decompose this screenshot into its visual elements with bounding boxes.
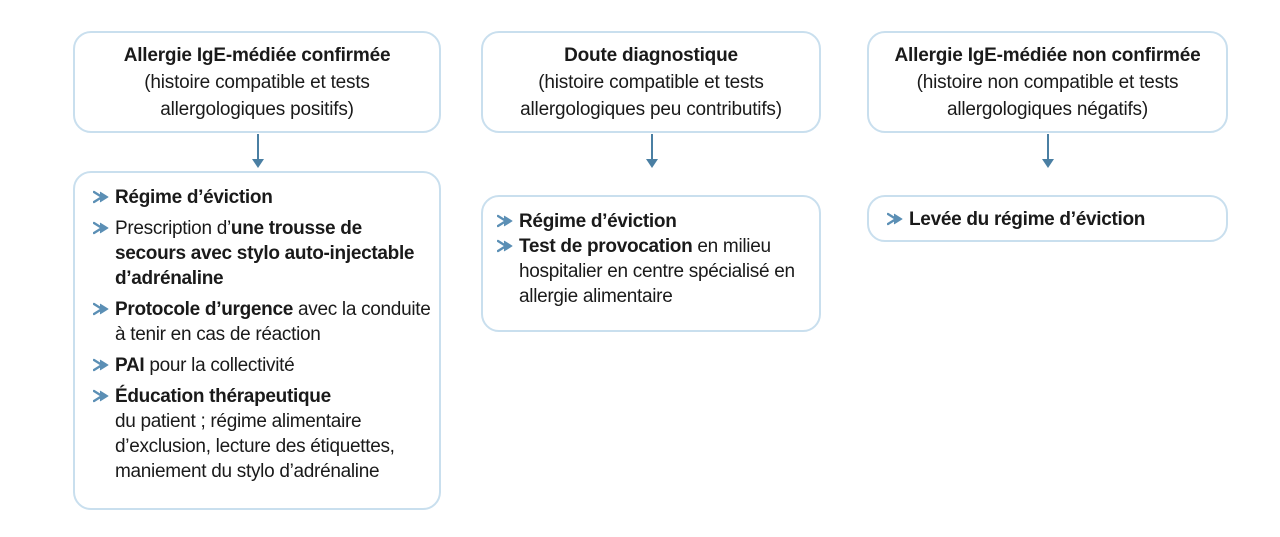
header-subtitle: (histoire compatible et tests: [538, 72, 764, 93]
header-title: Allergie IgE-médiée non confirmée: [894, 45, 1201, 66]
list-item: PAI pour la collectivité: [93, 353, 433, 378]
header-box-doubt: [481, 31, 821, 133]
actions-box-doubt: [481, 195, 821, 332]
arrow-down-icon: [257, 134, 259, 160]
double-chevron-right-icon: [497, 212, 515, 230]
double-chevron-right-icon: [93, 300, 111, 318]
list-item: Régime d’éviction: [93, 185, 433, 210]
list-item: Test de provocation en milieu hospitalier en centre spécialisé en allergie alimentaire: [497, 234, 813, 309]
double-chevron-right-icon: [93, 356, 111, 374]
double-chevron-right-icon: [93, 219, 111, 237]
arrow-down-icon: [651, 134, 653, 160]
actions-box-not-confirmed: [867, 195, 1228, 242]
double-chevron-right-icon: [93, 188, 111, 206]
actions-box-confirmed: [73, 171, 441, 510]
list-item: Éducation thérapeutique du patient ; régime alimentaire d’exclusion, lecture des étiquettes, maniement du stylo d’adrénaline: [93, 384, 433, 484]
header-title: Allergie IgE-médiée confirmée: [123, 45, 391, 66]
header-subtitle: allergologiques peu contributifs): [520, 99, 782, 120]
header-subtitle: allergologiques positifs): [160, 99, 354, 120]
header-subtitle: allergologiques négatifs): [947, 99, 1148, 120]
header-subtitle: (histoire non compatible et tests: [916, 72, 1179, 93]
header-subtitle: (histoire compatible et tests: [144, 72, 370, 93]
list-item: Prescription d’une trousse de secours avec stylo auto-injectable d’adrénaline: [93, 216, 433, 291]
list-item: Régime d’éviction: [497, 209, 813, 234]
list-item: Levée du régime d’éviction: [887, 207, 1217, 232]
header-title: Doute diagnostique: [564, 45, 738, 66]
double-chevron-right-icon: [887, 210, 905, 228]
double-chevron-right-icon: [93, 387, 111, 405]
header-box-confirmed: [73, 31, 441, 133]
list-item: Protocole d’urgence avec la conduite à tenir en cas de réaction: [93, 297, 433, 347]
double-chevron-right-icon: [497, 237, 515, 255]
arrow-down-icon: [1047, 134, 1049, 160]
header-box-not-confirmed: [867, 31, 1228, 133]
